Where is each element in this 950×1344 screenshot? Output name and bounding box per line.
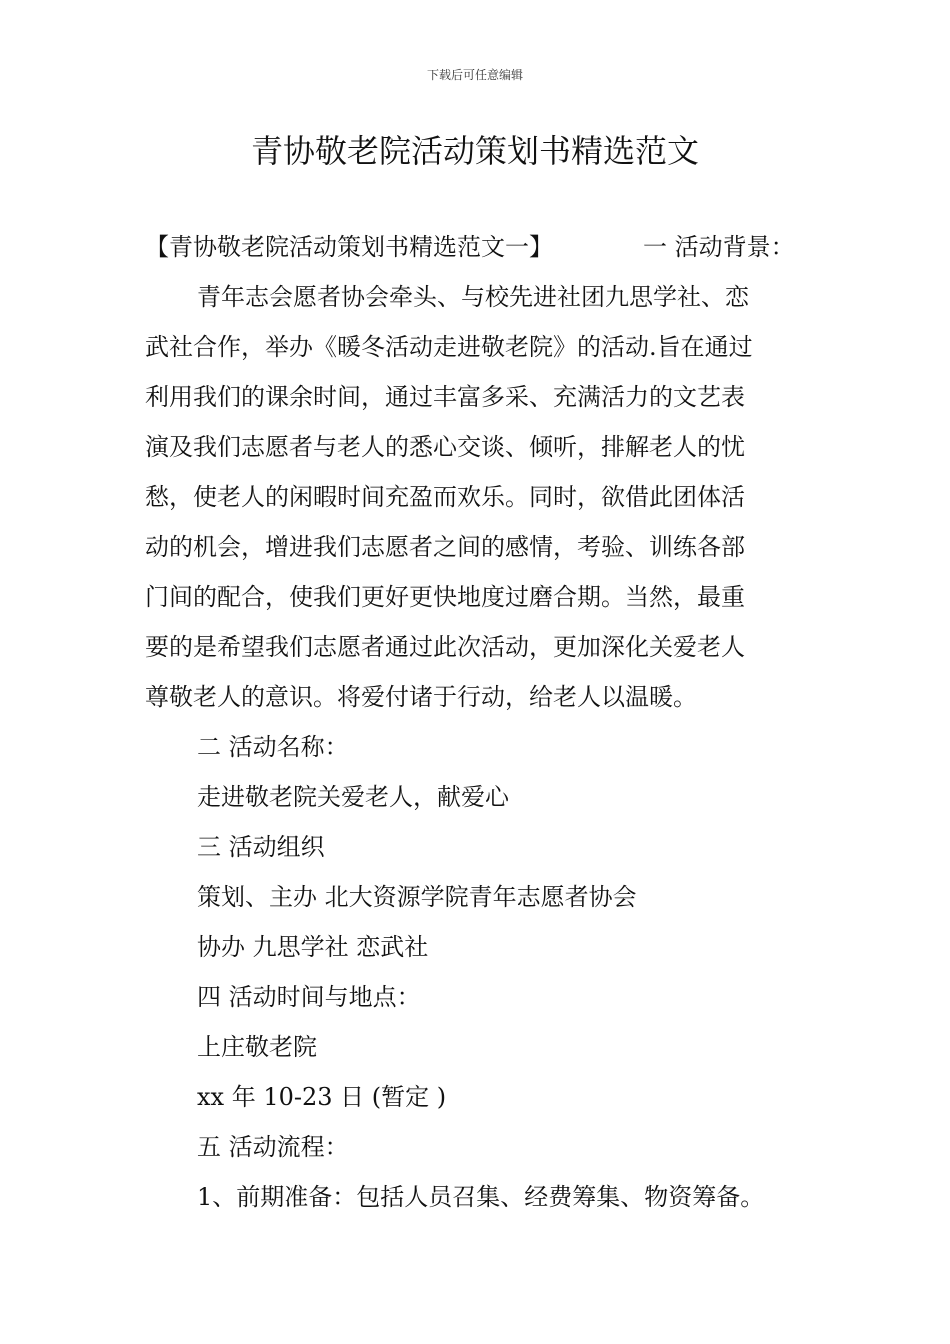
process-step-1: 1、前期准备：包括人员召集、经费筹集、物资筹备。: [197, 1183, 765, 1211]
section-1-heading: 一 活动背景：: [643, 233, 795, 261]
paragraph-line: 利用我们的课余时间，通过丰富多采、充满活力的文艺表: [145, 383, 745, 411]
section-2-heading: 二 活动名称：: [197, 733, 349, 761]
paragraph-line: 门间的配合，使我们更好更快地度过磨合期。当然，最重: [145, 583, 745, 611]
paragraph-line: 尊敬老人的意识。将爱付诸于行动，给老人以温暖。: [145, 683, 697, 711]
activity-name: 走进敬老院关爱老人，献爱心: [197, 783, 509, 811]
location-line: 上庄敬老院: [197, 1033, 317, 1061]
section-3-heading: 三 活动组织: [197, 833, 325, 861]
paragraph-line: 动的机会，增进我们志愿者之间的感情，考验、训练各部: [145, 533, 745, 561]
header-note: 下载后可任意编辑: [426, 68, 523, 82]
section-5-heading: 五 活动流程：: [197, 1133, 349, 1161]
paragraph-line: 青年志会愿者协会牵头、与校先进社团九思学社、恋: [197, 283, 749, 311]
organizer-line: 策划、主办 北大资源学院青年志愿者协会: [197, 883, 637, 911]
document-body: [145, 222, 810, 1222]
paragraph-line: 愁，使老人的闲暇时间充盈而欢乐。同时，欲借此团体活: [145, 483, 745, 511]
paragraph-line: 武社合作，举办《暖冬活动走进敬老院》的活动.旨在通过: [145, 333, 753, 361]
section-heading-line: [145, 222, 810, 272]
co-organizer-line: 协办 九思学社 恋武社: [197, 933, 429, 961]
article-label: 【青协敬老院活动策划书精选范文一】: [145, 233, 553, 261]
document-title: 青协敬老院活动策划书精选范文: [250, 132, 699, 170]
section-4-heading: 四 活动时间与地点：: [197, 983, 421, 1011]
paragraph-line: 演及我们志愿者与老人的悉心交谈、倾听，排解老人的忧: [145, 433, 745, 461]
paragraph-line: 要的是希望我们志愿者通过此次活动，更加深化关爱老人: [145, 633, 745, 661]
date-line: xx 年 10-23 日 (暂定 ): [197, 1083, 447, 1111]
